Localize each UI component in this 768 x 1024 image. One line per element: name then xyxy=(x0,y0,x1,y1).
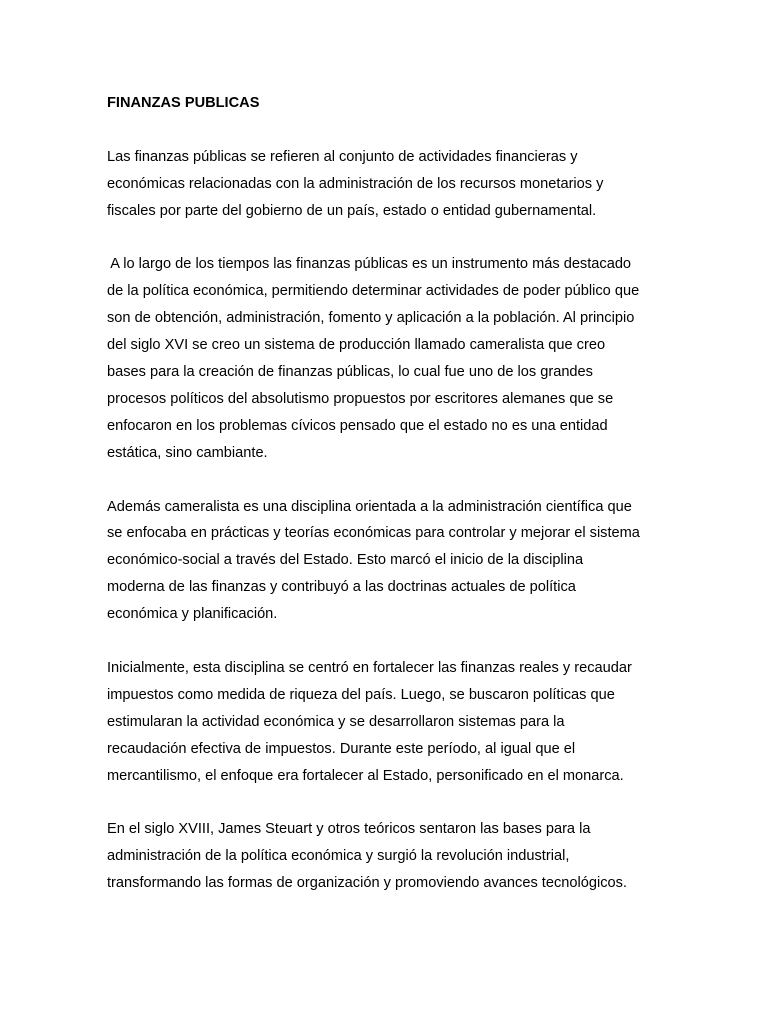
text-line: bases para la creación de finanzas públicas, lo cual fue uno de los grandes xyxy=(107,364,593,381)
text-line: administración de la política económica y surgió la revolución industrial, xyxy=(107,848,570,865)
text-line: económica y planificación. xyxy=(107,606,278,623)
text-line: mercantilismo, el enfoque era fortalecer al Estado, personificado en el monarca. xyxy=(107,767,624,784)
text-line: Además cameralista es una disciplina orientada a la administración científica que xyxy=(107,498,632,515)
paragraph-4 xyxy=(107,655,667,790)
text-line: Las finanzas públicas se refieren al conjunto de actividades financieras y xyxy=(107,148,578,165)
text-line: estática, sino cambiante. xyxy=(107,444,268,461)
text-line: transformando las formas de organización y promoviendo avances tecnológicos. xyxy=(107,875,627,892)
text-line: enfocaron en los problemas cívicos pensado que el estado no es una entidad xyxy=(107,417,608,434)
text-line: fiscales por parte del gobierno de un país, estado o entidad gubernamental. xyxy=(107,202,597,219)
document-page xyxy=(107,90,667,897)
text-line: se enfocaba en prácticas y teorías económicas para controlar y mejorar el sistema xyxy=(107,525,640,542)
text-line: estimularan la actividad económica y se desarrollaron sistemas para la xyxy=(107,713,565,730)
text-line: Inicialmente, esta disciplina se centró en fortalecer las finanzas reales y recaudar xyxy=(107,659,632,676)
text-line: recaudación efectiva de impuestos. Durante este período, al igual que el xyxy=(107,740,576,757)
text-line: impuestos como medida de riqueza del país. Luego, se buscaron políticas que xyxy=(107,686,615,703)
text-line: A lo largo de los tiempos las finanzas públicas es un instrumento más destacado xyxy=(107,256,632,273)
text-line: de la política económica, permitiendo determinar actividades de poder público que xyxy=(107,283,640,300)
text-line: son de obtención, administración, fomento y aplicación a la población. Al principio xyxy=(107,310,635,327)
paragraph-3 xyxy=(107,494,667,629)
paragraph-2 xyxy=(107,251,667,466)
text-line: económicas relacionadas con la administración de los recursos monetarios y xyxy=(107,175,604,192)
paragraph-1 xyxy=(107,144,667,225)
text-line: procesos políticos del absolutismo propuestos por escritores alemanes que se xyxy=(107,390,614,407)
paragraph-5 xyxy=(107,816,667,897)
text-line: del siglo XVI se creo un sistema de producción llamado cameralista que creo xyxy=(107,337,606,354)
document-title: FINANZAS PUBLICAS xyxy=(107,95,260,111)
text-line: En el siglo XVIII, James Steuart y otros teóricos sentaron las bases para la xyxy=(107,821,591,838)
text-line: moderna de las finanzas y contribuyó a las doctrinas actuales de política xyxy=(107,579,576,596)
text-line: económico-social a través del Estado. Esto marcó el inicio de la disciplina xyxy=(107,552,584,569)
